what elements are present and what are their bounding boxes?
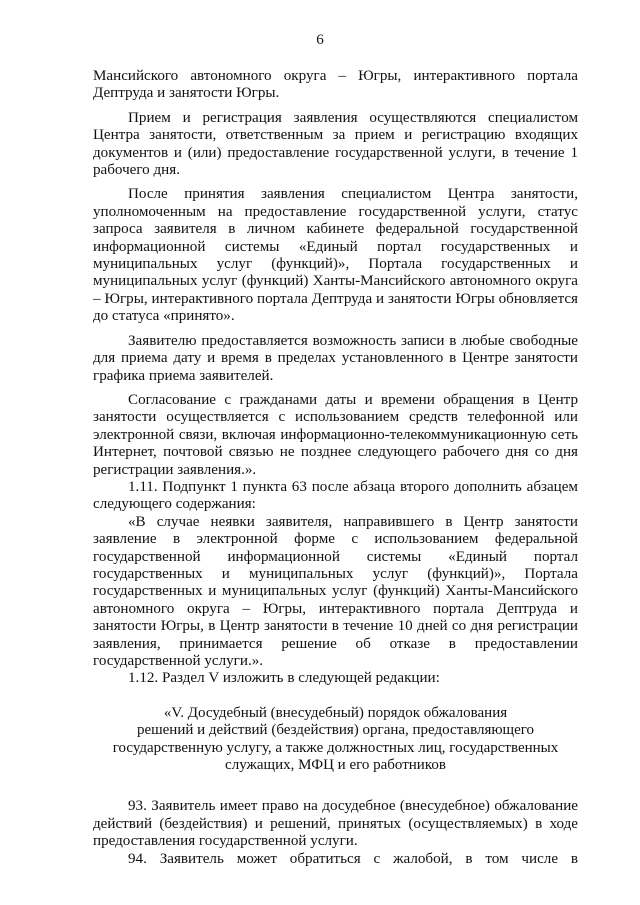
paragraph-coordination: Согласование с гражданами даты и времени обращения в Центр занятости осуществляется с использованием средств телефонной или электронной связи, включая информационно-телекоммуникационную сеть Интернет, почтовой связью не позднее следующего рабочего дня со дня регистрации заявления.». bbox=[93, 391, 578, 478]
paragraph-clause-1-12: 1.12. Раздел V изложить в следующей редакции: bbox=[128, 670, 440, 687]
section-heading-line: решений и действий (бездействия) органа, предоставляющего bbox=[136, 722, 535, 739]
paragraph-status-update: После принятия заявления специалистом Центра занятости, уполномоченным на предоставление государственной услуги, статус запроса заявителя в личном кабинете федеральной государственной информационной системы «Единый портал государственных и муниципальных услуг (функций)», Портала государственных и муниципальных услуг (функций) Ханты-Мансийского автономного округа – Югры, интерактивного портала Дептруда и занятости Югры обновляется до статуса «принято». bbox=[93, 186, 578, 325]
paragraph-clause-1-11: 1.11. Подпункт 1 пункта 63 после абзаца второго дополнить абзацем следующего содержания: bbox=[93, 478, 578, 513]
paragraph-item-93: 93. Заявитель имеет право на досудебное (внесудебное) обжалование действий (бездействия) и решений, принятых (осуществляемых) в ходе предоставления государственной услуги. bbox=[93, 798, 578, 850]
page-number: 6 bbox=[316, 32, 324, 48]
section-heading-line: служащих, МФЦ и его работников bbox=[225, 757, 446, 774]
document-body bbox=[93, 68, 578, 868]
paragraph-continuation: Мансийского автономного округа – Югры, интерактивного портала Дептруда и занятости Югры. bbox=[93, 68, 578, 102]
paragraph-no-show: «В случае неявки заявителя, направившего в Центр занятости заявление в электронной форме с использованием федеральной государственной информационной системы «Единый портал государственных и муниципальных услуг (функций)», Портала государственных и муниципальных услуг (функций) Ханты-Мансийского автономного округа – Югры, интерактивного портала Дептруда и занятости Югры, в Центр занятости в течение 10 дней со дня регистрации заявления, принимается решение об отказе в предоставлении государственной услуги.». bbox=[93, 513, 578, 669]
section-heading bbox=[93, 705, 578, 775]
section-heading-line: государственную услугу, а также должностных лиц, государственных bbox=[112, 739, 559, 756]
section-heading-line: «V. Досудебный (внесудебный) порядок обжалования bbox=[163, 704, 508, 721]
paragraph-appointment: Заявителю предоставляется возможность записи в любые свободные для приема дату и время в пределах установленного в Центре занятости графика приема заявителей. bbox=[93, 332, 578, 384]
paragraph-item-94: 94. Заявитель может обратиться с жалобой, в том числе в bbox=[128, 850, 578, 867]
paragraph-registration: Прием и регистрация заявления осуществляются специалистом Центра занятости, ответственным за прием и регистрацию входящих документов и (или) предоставление государственной услуги, в течение 1 рабочего дня. bbox=[93, 109, 578, 179]
